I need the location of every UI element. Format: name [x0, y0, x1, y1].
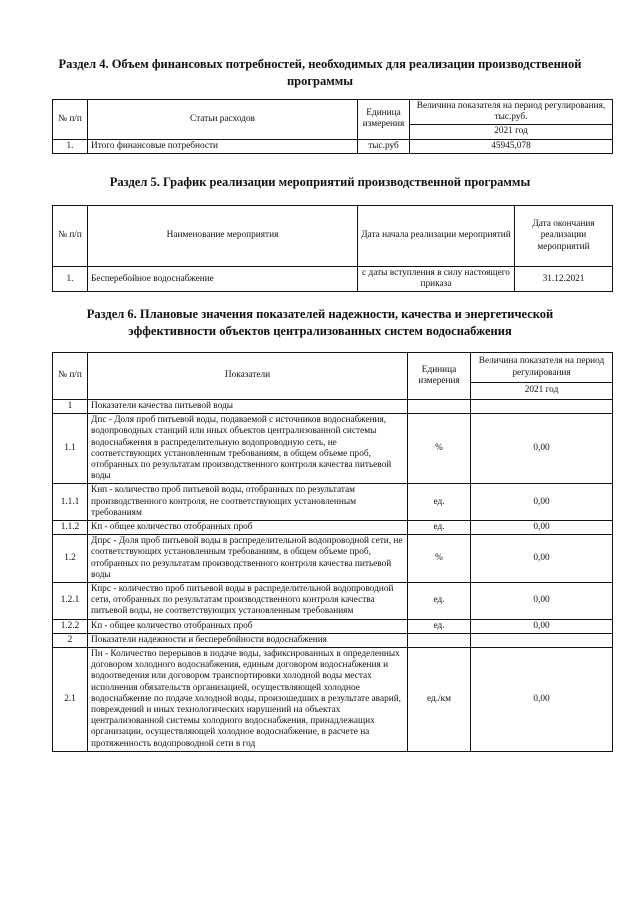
row-num: 1 [53, 400, 88, 414]
table-row [53, 633, 613, 647]
row-num: 1.2.1 [53, 583, 88, 620]
row-value: 0,00 [471, 583, 613, 620]
header-year: 2021 год [471, 383, 613, 400]
row-num: 1.1.2 [53, 521, 88, 535]
row-item: Итого финансовые потребности [88, 139, 358, 153]
row-unit: ед. [408, 521, 471, 535]
table-row [53, 648, 613, 752]
header-end: Дата окончания реализации мероприятий [515, 206, 613, 267]
table-row [53, 139, 613, 153]
table-row [53, 267, 613, 292]
header-num: № п/п [53, 100, 88, 140]
schedule-table [52, 205, 613, 292]
row-unit [408, 400, 471, 414]
row-name: Бесперебойное водоснабжение [88, 267, 358, 292]
row-unit: ед. [408, 484, 471, 521]
row-num: 1.2.2 [53, 619, 88, 633]
row-start: с даты вступления в силу настоящего приказа [358, 267, 515, 292]
row-value: 0,00 [471, 414, 613, 484]
header-name: Наименование мероприятия [88, 206, 358, 267]
row-unit: ед. [408, 583, 471, 620]
row-unit: % [408, 535, 471, 583]
row-unit: ед. [408, 619, 471, 633]
row-value [471, 633, 613, 647]
row-num: 1.1.1 [53, 484, 88, 521]
row-text: Кпрс - количество проб питьевой воды в распределительной водопроводной сети, отобранных по результатам производственного контроля качества питьевой воды, не соответствующих установленным требованиям [88, 583, 408, 620]
table-row [53, 484, 613, 521]
row-text: Дпс - Доля проб питьевой воды, подаваемой с источников водоснабжения, водопроводных станций или иных объектов централизованной системы водоснабжения в распределительную водопроводную сеть, не соответствующих установленным требованиям, в общем объеме проб, отобранных по результатам производственного контроля качества питьевой воды [88, 414, 408, 484]
row-unit: ед./км [408, 648, 471, 752]
row-value: 0,00 [471, 619, 613, 633]
row-text: Пн - Количество перерывов в подаче воды, зафиксированных в определенных договором холодного водоснабжения, единым договором водоснабжения и водоотведения или договором транспортировки холодной воды местах исполнения обязательств организацией, осуществляющей холодное водоснабжение по подаче холодной воды, произошедших в результате аварий, повреждений и иных технологических нарушений на объектах централизованной системы холодного водоснабжения, принадлежащих организации, осуществляющей холодное водоснабжение, в расчете на протяженность водопроводной сети в год [88, 648, 408, 752]
row-num: 1. [53, 139, 88, 153]
header-value: Величина показателя на период регулирования, тыс.руб. [410, 100, 613, 125]
row-num: 1. [53, 267, 88, 292]
row-end: 31.12.2021 [515, 267, 613, 292]
row-text: Показатели надежности и бесперебойности водоснабжения [88, 633, 408, 647]
row-text: Кп - общее количество отобранных проб [88, 521, 408, 535]
row-text: Кп - общее количество отобранных проб [88, 619, 408, 633]
header-num: № п/п [53, 353, 88, 400]
header-year: 2021 год [410, 125, 613, 139]
row-unit: тыс.руб [358, 139, 410, 153]
section4-title: Раздел 4. Объем финансовых потребностей, необходимых для реализации производственной программы [58, 57, 582, 88]
row-text: Кнп - количество проб питьевой воды, отобранных по результатам производственного контроля, не соответствующих установленным требованиям [88, 484, 408, 521]
header-num: № п/п [53, 206, 88, 267]
header-start: Дата начала реализации мероприятий [358, 206, 515, 267]
row-value: 0,00 [471, 521, 613, 535]
table-row [53, 535, 613, 583]
row-num: 1.1 [53, 414, 88, 484]
financial-needs-table [52, 99, 613, 154]
header-unit: Единица измерения [408, 353, 471, 400]
table-header-row [53, 353, 613, 383]
row-value [471, 400, 613, 414]
table-row [53, 619, 613, 633]
row-unit: % [408, 414, 471, 484]
table-header-row [53, 206, 613, 267]
table-header-row [53, 100, 613, 125]
section6-title: Раздел 6. Плановые значения показателей надежности, качества и энергетической эффективности объектов централизованных систем водоснабжения [86, 307, 554, 338]
row-unit [408, 633, 471, 647]
section5-title: Раздел 5. График реализации мероприятий производственной программы [109, 175, 531, 189]
row-text: Показатели качества питьевой воды [88, 400, 408, 414]
indicators-table [52, 352, 613, 752]
header-value: Величина показателя на период регулирования [471, 353, 613, 383]
row-value: 0,00 [471, 535, 613, 583]
row-num: 2 [53, 633, 88, 647]
row-num: 2.1 [53, 648, 88, 752]
table-row [53, 583, 613, 620]
row-num: 1.2 [53, 535, 88, 583]
row-value: 0,00 [471, 648, 613, 752]
table-row [53, 414, 613, 484]
header-unit: Единица измерения [358, 100, 410, 140]
header-item: Статьи расходов [88, 100, 358, 140]
table-row [53, 521, 613, 535]
table-row [53, 400, 613, 414]
row-value: 45945,078 [410, 139, 613, 153]
row-value: 0,00 [471, 484, 613, 521]
header-indicator: Показатели [88, 353, 408, 400]
row-text: Дпрс - Доля проб питьевой воды в распределительной водопроводной сети, не соответствующих установленным требованиям, в общем объеме проб, отобранных по результатам производственного контроля качества питьевой воды [88, 535, 408, 583]
